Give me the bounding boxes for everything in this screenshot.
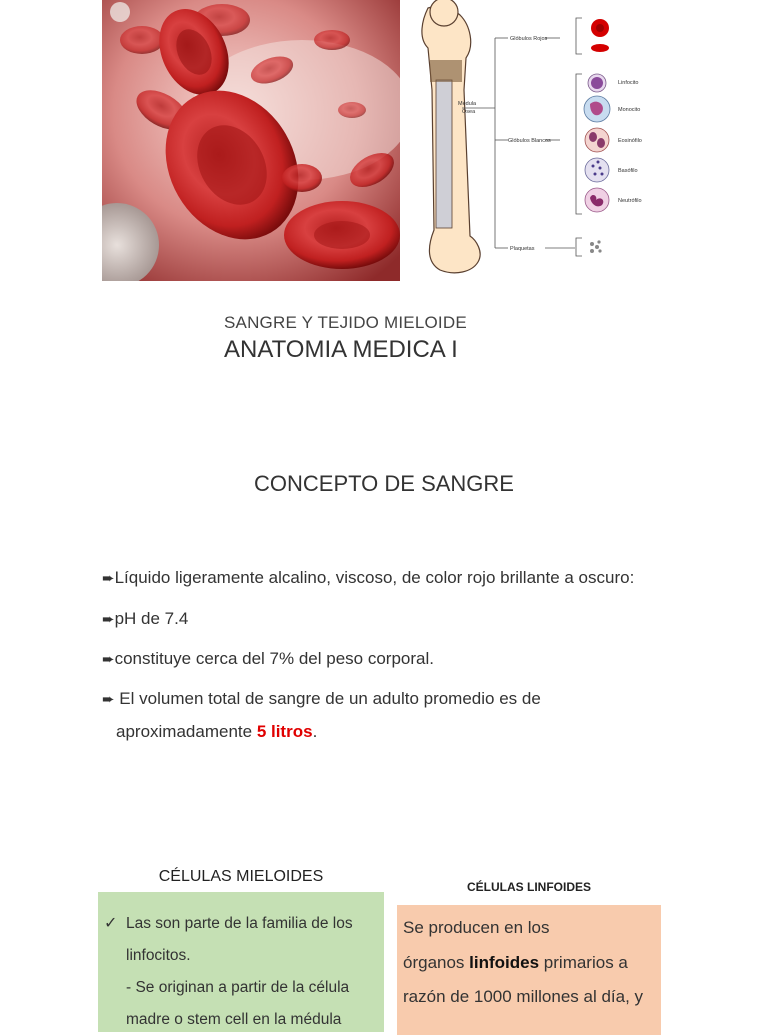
linfoides-box bbox=[397, 905, 661, 1035]
arrow-bullet-icon: ➨ bbox=[102, 611, 115, 628]
bullet-text: aproximadamente bbox=[116, 722, 257, 741]
bullet-text: El volumen total de sangre de un adulto promedio es de bbox=[114, 689, 541, 708]
label-neutrofilo: Neutrófilo bbox=[618, 198, 642, 204]
arrow-bullet-icon: ➨ bbox=[102, 691, 115, 708]
blood-cells-image bbox=[102, 0, 400, 281]
check-icon: ✓ bbox=[104, 915, 118, 932]
linfoides-line: razón de 1000 millones al día, y bbox=[403, 987, 644, 1006]
slide-subtitle: SANGRE Y TEJIDO MIELOIDE bbox=[224, 313, 467, 332]
label-linfocito: Linfocito bbox=[618, 80, 639, 86]
bullet-item bbox=[102, 649, 722, 669]
mieloides-line: - Se originan a partir de la célula bbox=[126, 979, 350, 996]
linfoides-title: CÉLULAS LINFOIDES bbox=[466, 880, 591, 894]
label-medula: Médula bbox=[458, 101, 477, 107]
linfoides-line bbox=[403, 946, 655, 981]
basofilo-icon bbox=[585, 158, 609, 182]
slide-title: ANATOMIA MEDICA I bbox=[224, 336, 458, 363]
label-globulos-rojos: Glóbulos Rojos bbox=[510, 36, 548, 42]
linfoides-bold-word: linfoides bbox=[469, 952, 540, 972]
linfocito-icon bbox=[588, 74, 606, 92]
label-globulos-blancos: Glóbulos Blancos bbox=[508, 138, 551, 144]
red-cell-side-icon bbox=[591, 44, 609, 52]
monocito-icon bbox=[584, 96, 610, 122]
bullet-item bbox=[102, 568, 722, 588]
mieloides-line: Las son parte de la familia de los bbox=[126, 915, 353, 932]
label-osea: Ósea bbox=[462, 109, 476, 115]
bullet-text: Líquido ligeramente alcalino, viscoso, de color rojo brillante a oscuro: bbox=[114, 568, 635, 587]
bullet-item bbox=[102, 609, 722, 629]
linfoides-line: Se producen en los bbox=[403, 918, 550, 937]
section-title: CONCEPTO DE SANGRE bbox=[254, 471, 514, 496]
bullet-text: constituye cerca del 7% del peso corporal. bbox=[114, 649, 434, 668]
bone-marrow-diagram bbox=[400, 0, 668, 281]
bullet-text: pH de 7.4 bbox=[114, 609, 189, 628]
bullet-text: . bbox=[312, 722, 318, 741]
arrow-bullet-icon: ➨ bbox=[102, 651, 115, 668]
arrow-bullet-icon: ➨ bbox=[102, 570, 115, 587]
label-plaquetas: Plaquetas bbox=[510, 246, 535, 252]
mieloides-title: CÉLULAS MIELOIDES bbox=[158, 868, 324, 885]
mieloides-box bbox=[98, 892, 384, 1032]
mieloides-line: madre o stem cell en la médula bbox=[126, 1011, 342, 1028]
neutrofilo-icon bbox=[585, 188, 609, 212]
label-eosinofilo: Eosinófilo bbox=[618, 138, 642, 144]
label-monocito: Monocito bbox=[618, 107, 641, 113]
bullet-continuation bbox=[116, 722, 736, 742]
label-basofilo: Basófilo bbox=[618, 168, 638, 174]
mieloides-line: linfocitos. bbox=[126, 947, 191, 964]
linfoides-text: primarios a bbox=[539, 952, 628, 972]
linfoides-text: órganos bbox=[403, 952, 470, 972]
bullet-item bbox=[102, 689, 722, 709]
eosinofilo-icon bbox=[585, 128, 609, 152]
highlight-5-litros: 5 litros bbox=[256, 722, 313, 741]
plaquetas-icon bbox=[590, 240, 602, 253]
